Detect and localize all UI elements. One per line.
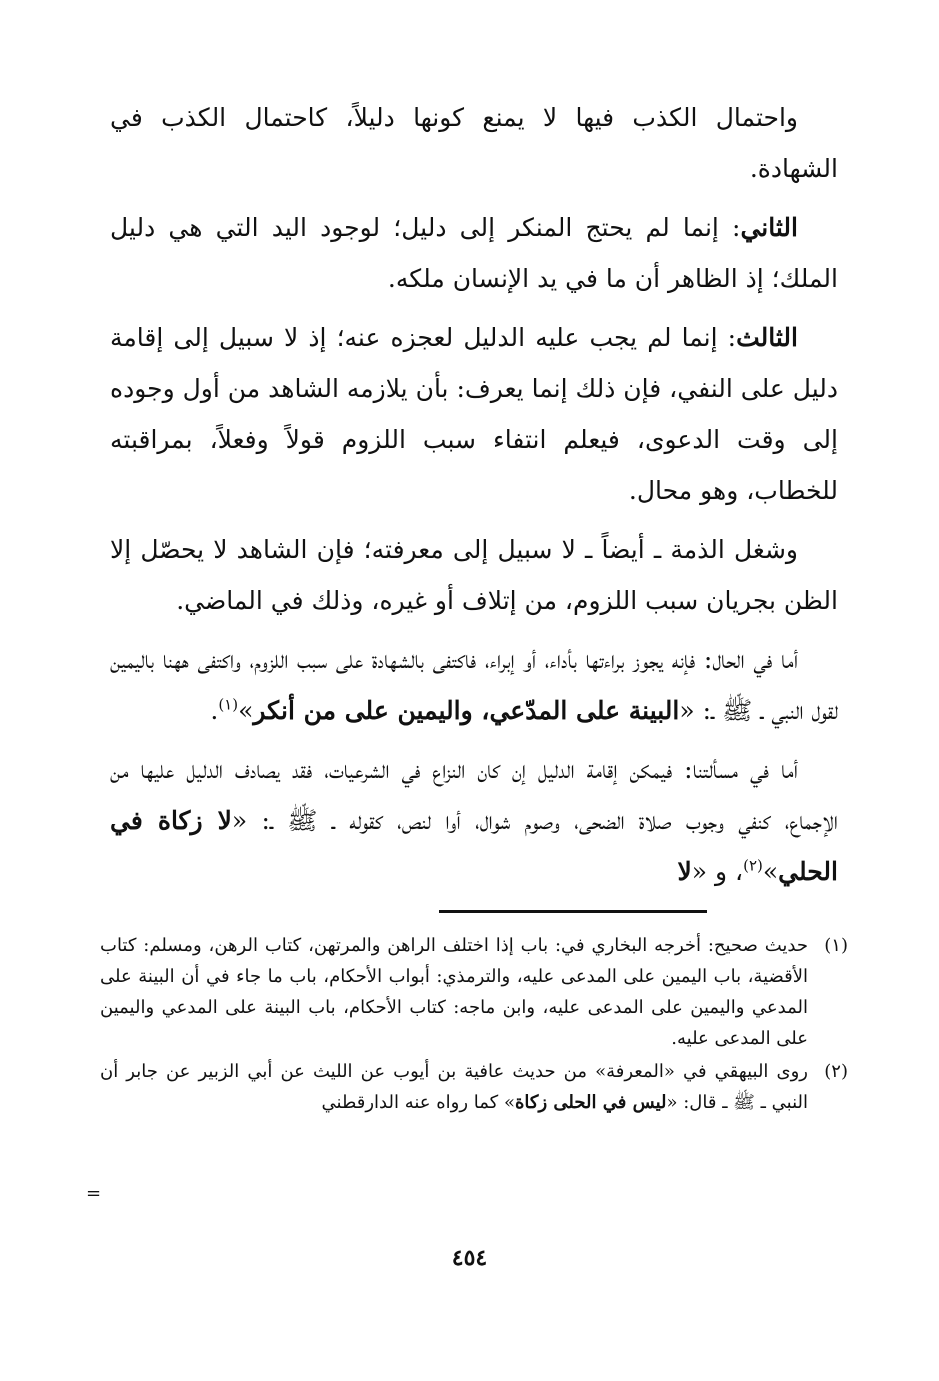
paragraph-5 <box>110 634 838 736</box>
footnote-2-text <box>100 1056 808 1118</box>
paragraph-6-tail: ، و « <box>691 857 744 886</box>
footnote-1 <box>100 930 848 1054</box>
footnote-ref-2: (٢) <box>743 856 763 875</box>
paragraph-1-text: واحتمال الكذب فيها لا يمنع كونها دليلاً، كاحتمال الكذب في الشهادة. <box>110 103 838 183</box>
paragraph-6-text: أما في مسألتنا: فيمكن إقامة الدليل إن كان النزاع في الشرعيات، فقد يصادف الدليل عليها من الإجماع، كنفي وجوب صلاة الضحى، وصوم شوال، أوا لنص، كقوله ـ ﷺ ـ: « <box>110 755 838 835</box>
footnote-1-text: حديث صحيح: أخرجه البخاري في: باب إذا اختلف الراهن والمرتهن، كتاب الرهن، ومسلم: كتاب الأقضية، باب اليمين على المدعى عليه، والترمذي: أبواب الأحكام، باب ما جاء في أن البينة على المدعي واليمين على المدعى عليه، وابن ماجه: كتاب الأحكام، باب البينة على المدعي واليمين على المدعى عليه. <box>100 935 808 1049</box>
paragraph-3-lead: الثالث <box>736 323 798 352</box>
continuation-mark: = <box>86 1183 102 1204</box>
paragraph-2 <box>110 202 838 304</box>
page-number: ٤٥٤ <box>451 1245 488 1271</box>
paragraph-6-quote: لا زكاة في الحلي <box>110 806 838 886</box>
paragraph-4 <box>110 524 838 626</box>
paragraph-3 <box>110 312 838 516</box>
footnotes <box>100 930 848 1120</box>
paragraph-3-text: : إنما لم يجب عليه الدليل لعجزه عنه؛ إذ لا سبيل إلى إقامة دليل على النفي، فإن ذلك إنما يعرف: بأن يلازمه الشاهد من أول وجوده إلى وقت الدعوى، فيعلم انتفاء سبب اللزوم قولاً وفعلاً، بمراقبته للخطاب، وهو محال. <box>110 323 838 505</box>
paragraph-6 <box>110 744 838 897</box>
paragraph-5-end: . <box>210 696 219 725</box>
footnote-1-number: (١) <box>824 935 848 956</box>
footnote-ref-1: (١) <box>218 695 239 714</box>
main-text <box>110 92 838 905</box>
paragraph-5-close: » <box>238 696 254 725</box>
paragraph-6-tail-bold: لا <box>677 857 692 886</box>
paragraph-5-text: أما في الحال: فإنه يجوز براءتها بأداء، أو إبراء، فاكتفى بالشهادة على سبب اللزوم، واكتفى ههنا باليمين لقول النبي ـ ﷺ ـ: « <box>110 645 838 725</box>
footnote-separator <box>439 910 707 913</box>
footnote-2-quote: ليس في الحلى زكاة <box>514 1092 667 1113</box>
footnote-2-number: (٢) <box>824 1061 848 1082</box>
footnote-2-text-a: روى البيهقي في «المعرفة» من حديث عافية بن أيوب عن الليث عن أبي الزبير عن جابر أن النبي ـ ﷺ ـ قال: « <box>100 1061 808 1113</box>
paragraph-4-text: وشغل الذمة ـ أيضاً ـ لا سبيل إلى معرفته؛ فإن الشاهد لا يحصّل إلا الظن بجريان سبب اللزوم، من إتلاف أو غيره، وذلك في الماضي. <box>110 535 838 615</box>
paragraph-6-close: » <box>762 857 779 886</box>
paragraph-1 <box>110 92 838 194</box>
paragraph-2-text: : إنما لم يحتج المنكر إلى دليل؛ لوجود اليد التي هي دليل الملك؛ إذ الظاهر أن ما في يد الإنسان ملكه. <box>110 213 838 293</box>
paragraph-5-quote: البينة على المدّعي، واليمين على من أنكر <box>253 696 680 725</box>
footnote-2 <box>100 1056 848 1118</box>
paragraph-2-lead: الثاني <box>740 213 798 242</box>
footnote-2-text-b: » كما رواه عنه الدارقطني <box>321 1092 515 1113</box>
